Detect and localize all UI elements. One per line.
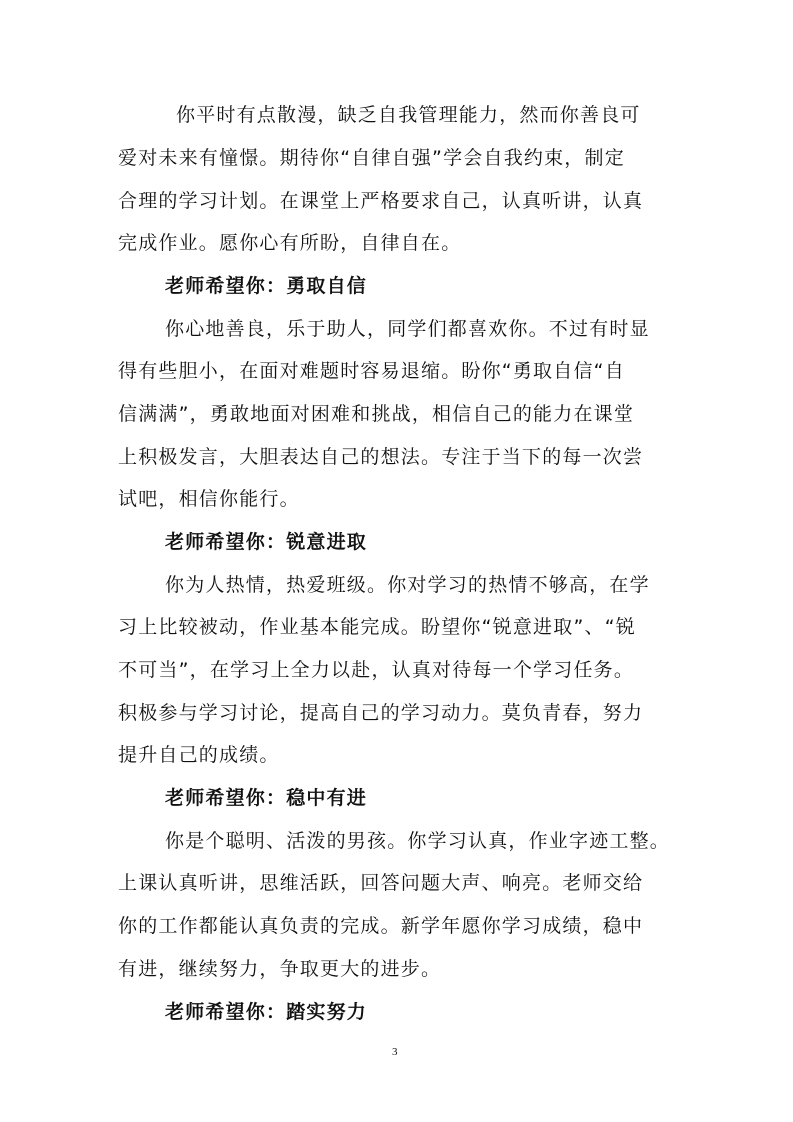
- paragraph-3-line-1: 你为人热情，热爱班级。你对学习的热情不够高，在学: [165, 574, 650, 596]
- paragraph-2-line-2: 得有些胆小，在面对难题时容易退缩。盼你“勇取自信“自: [118, 360, 625, 382]
- paragraph-3-line-3: 不可当”，在学习上全力以赴，认真对待每一个学习任务。: [118, 659, 635, 681]
- paragraph-4-line-2: 上课认真听讲，思维活跃，回答问题大声、响亮。老师交给: [118, 872, 644, 894]
- paragraph-1-line-1: 你平时有点散漫，缺乏自我管理能力，然而你善良可: [176, 104, 641, 126]
- section-heading-steady: 老师希望你：稳中有进: [165, 787, 368, 809]
- paragraph-1-line-2: 爱对未来有憧憬。期待你“自律自强”学会自我约束，制定: [118, 147, 625, 169]
- paragraph-3-line-4: 积极参与学习讨论，提高自己的学习动力。莫负青春，努力: [118, 702, 644, 724]
- section-heading-brave: 老师希望你：勇取自信: [165, 275, 368, 297]
- section-heading-diligent: 老师希望你：踏实努力: [165, 1001, 368, 1023]
- paragraph-4-line-1: 你是个聪明、活泼的男孩。你学习认真，作业字迹工整。: [165, 830, 671, 852]
- paragraph-2-line-4: 上积极发言，大胆表达自己的想法。专注于当下的每一次尝: [118, 446, 644, 468]
- paragraph-2-line-3: 信满满”，勇敢地面对困难和挑战，相信自己的能力在课堂: [118, 403, 635, 425]
- paragraph-1-line-4: 完成作业。愿你心有所盼，自律自在。: [118, 232, 462, 254]
- paragraph-4-line-3: 你的工作都能认真负责的完成。新学年愿你学习成绩，稳中: [118, 915, 644, 937]
- paragraph-2-line-1: 你心地善良，乐于助人，同学们都喜欢你。不过有时显: [165, 318, 650, 340]
- paragraph-4-line-4: 有进，继续努力，争取更大的进步。: [118, 958, 442, 980]
- section-heading-enterprising: 老师希望你：锐意进取: [165, 531, 368, 553]
- paragraph-3-line-2: 习上比较被动，作业基本能完成。盼望你“锐意进取”、“锐: [118, 616, 636, 638]
- paragraph-3-line-5: 提升自己的成绩。: [118, 744, 280, 766]
- paragraph-2-line-5: 试吧，相信你能行。: [118, 488, 300, 510]
- paragraph-1-line-3: 合理的学习计划。在课堂上严格要求自己，认真听讲，认真: [118, 190, 644, 212]
- page-number: 3: [392, 1046, 398, 1058]
